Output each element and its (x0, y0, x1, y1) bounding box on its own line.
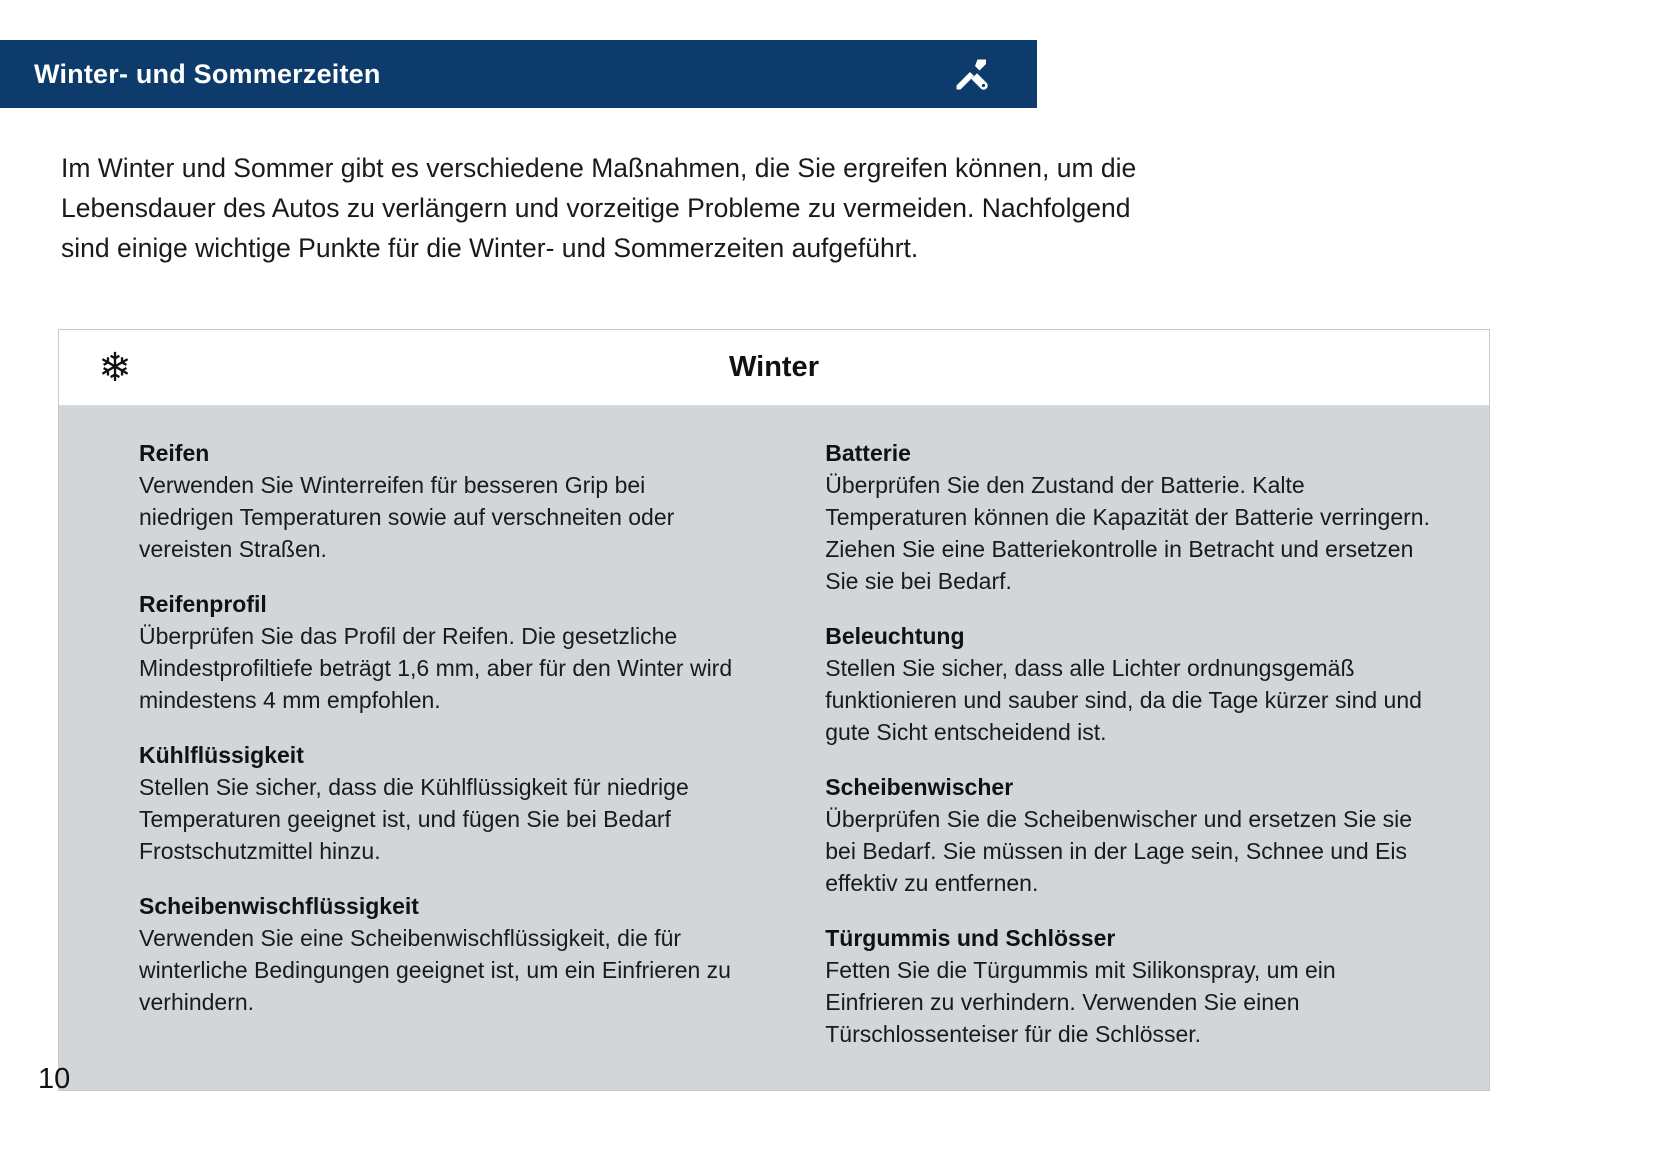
panel-column-right (799, 440, 1459, 1050)
list-item (139, 591, 741, 716)
list-item (825, 774, 1439, 899)
snowflake-icon: ❄ (98, 345, 132, 390)
intro-paragraph: Im Winter und Sommer gibt es verschiedene Maßnahmen, die Sie ergreifen können, um die Lebensdauer des Autos zu verlängern und vorzeitige Probleme zu vermeiden. Nachfolgend sind einige wichtige Punkte für die Winter- und Sommerzeiten aufgeführt. (61, 153, 1137, 263)
entry-title: Türgummis und Schlösser (825, 925, 1116, 951)
section-header-bar (0, 40, 1037, 108)
entry-title: Batterie (825, 440, 911, 466)
panel-body (59, 406, 1489, 1090)
entry-text: Verwenden Sie Winterreifen für besseren Grip bei niedrigen Temperaturen sowie auf verschneiten oder vereisten Straßen. (139, 472, 675, 562)
list-item (825, 925, 1439, 1050)
entry-title: Scheibenwischflüssigkeit (139, 893, 419, 919)
panel-title: Winter (729, 351, 819, 383)
entry-title: Kühlflüssigkeit (139, 742, 304, 768)
entry-title: Beleuchtung (825, 623, 965, 649)
tools-icon (952, 54, 992, 94)
entry-text: Überprüfen Sie das Profil der Reifen. Die gesetzliche Mindestprofiltiefe beträgt 1,6 mm, aber für den Winter wird mindestens 4 mm empfohlen. (139, 623, 733, 713)
list-item (139, 893, 741, 1018)
season-panel-winter (58, 329, 1490, 1091)
entry-text: Überprüfen Sie den Zustand der Batterie. Kalte Temperaturen können die Kapazität der Batterie verringern. Ziehen Sie eine Batteriekontrolle in Betracht und ersetzen Sie sie bei Bedarf. (825, 472, 1430, 594)
list-item (139, 440, 741, 565)
entry-title: Scheibenwischer (825, 774, 1014, 800)
list-item (139, 742, 741, 867)
entry-text: Fetten Sie die Türgummis mit Silikonspray, um ein Einfrieren zu verhindern. Verwenden Sie einen Türschlossenteiser für die Schlösser. (825, 957, 1336, 1047)
entry-title: Reifenprofil (139, 591, 267, 617)
page-title: Winter- und Sommerzeiten (34, 58, 381, 89)
entry-text: Stellen Sie sicher, dass alle Lichter ordnungsgemäß funktionieren und sauber sind, da die Tage kürzer sind und gute Sicht entscheidend ist. (825, 655, 1422, 745)
panel-header (59, 330, 1489, 406)
page-number: 10 (38, 1063, 71, 1095)
entry-title: Reifen (139, 440, 210, 466)
list-item (825, 623, 1439, 748)
list-item (825, 440, 1439, 597)
entry-text: Überprüfen Sie die Scheibenwischer und ersetzen Sie sie bei Bedarf. Sie müssen in der Lage sein, Schnee und Eis effektiv zu entfernen. (825, 806, 1413, 896)
panel-column-left (89, 440, 749, 1050)
entry-text: Stellen Sie sicher, dass die Kühlflüssigkeit für niedrige Temperaturen geeignet ist, und fügen Sie bei Bedarf Frostschutzmittel hinzu. (139, 774, 689, 864)
entry-text: Verwenden Sie eine Scheibenwischflüssigkeit, die für winterliche Bedingungen geeignet ist, um ein Einfrieren zu verhindern. (139, 925, 731, 1015)
